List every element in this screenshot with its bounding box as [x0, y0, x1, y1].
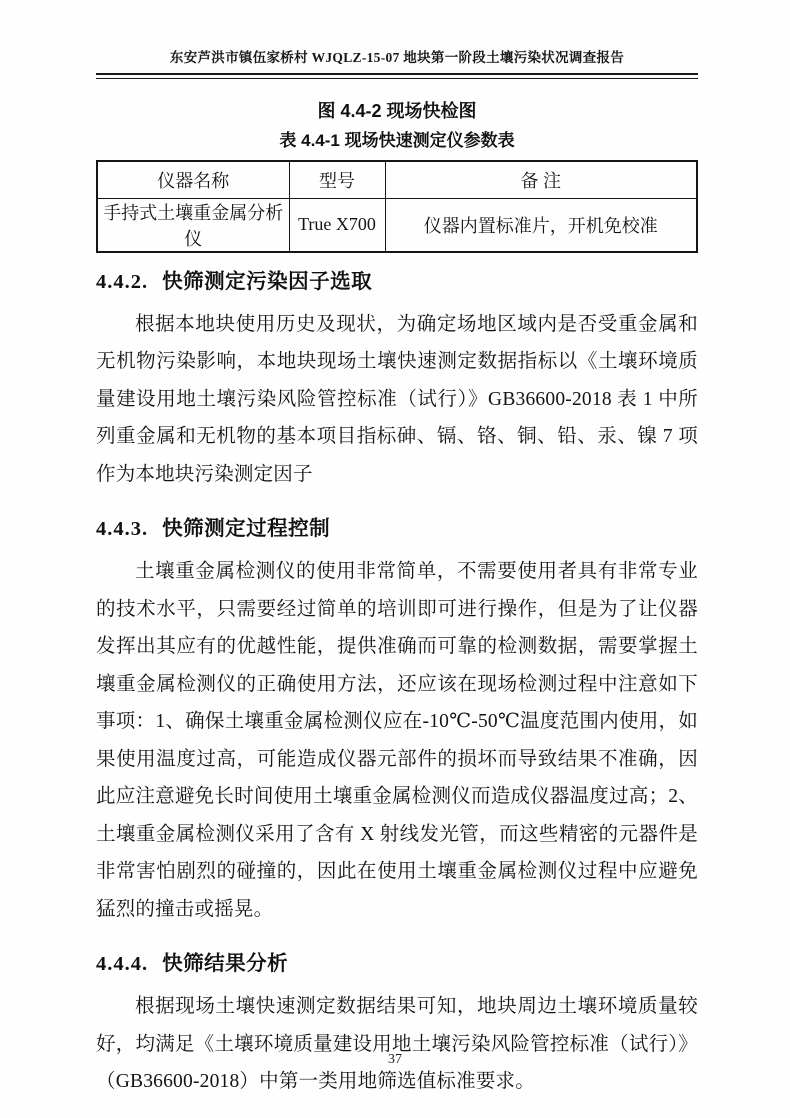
- column-header-instrument-name: 仪器名称: [97, 161, 289, 198]
- section-heading-4-4-2: [96, 268, 698, 298]
- section-heading-4-4-4: [96, 950, 698, 980]
- section-number: 4.4.4.: [96, 953, 149, 975]
- section-paragraph-4-4-2: 根据本地块使用历史及现状，为确定场地区域内是否受重金属和无机物污染影响，本地块现场土壤快速测定数据指标以《土壤环境质量建设用地土壤污染风险管控标准（试行）》GB36600-2018 表 1 中所列重金属和无机物的基本项目指标砷、镉、铬、铜、铅、汞、镍 7 项作为本地块污染测定因子: [96, 313, 698, 485]
- cell-model: True X700: [289, 198, 385, 252]
- cell-instrument-name: 手持式土壤重金属分析仪: [97, 198, 289, 252]
- table-header-row: [97, 161, 697, 198]
- figure-caption: 图 4.4-2 现场快检图: [317, 101, 477, 121]
- table-row: [97, 198, 697, 252]
- header-double-rule: [96, 73, 698, 79]
- page-number: 37: [388, 1052, 402, 1067]
- section-title: 快筛结果分析: [162, 952, 289, 975]
- section-number: 4.4.2.: [96, 270, 149, 293]
- section-paragraph-4-4-3: 土壤重金属检测仪的使用非常简单，不需要使用者具有非常专业的技术水平，只需要经过简单的培训即可进行操作，但是为了让仪器发挥出其应有的优越性能，提供准确而可靠的检测数据，需要掌握土壤重金属检测仪的正确使用方法，还应该在现场检测过程中注意如下事项：1、确保土壤重金属检测仪应在-10℃-50℃温度范围内使用，如果使用温度过高，可能造成仪器元部件的损坏而导致结果不准确，因此应注意避免长时间使用土壤重金属检测仪而造成仪器温度过高；2、土壤重金属检测仪采用了含有 X 射线发光管，而这些精密的元器件是非常害怕剧烈的碰撞的，因此在使用土壤重金属检测仪过程中应避免猛烈的撞击或摇晃。: [96, 561, 698, 920]
- column-header-model: 型号: [289, 161, 385, 198]
- section-paragraph-4-4-4: 根据现场土壤快速测定数据结果可知，地块周边土壤环境质量较好，均满足《土壤环境质量建设用地土壤污染风险管控标准（试行）》（GB36600-2018）中第一类用地筛选值标准要求。: [96, 996, 698, 1092]
- column-header-remark: 备 注: [385, 161, 697, 198]
- section-title: 快筛测定污染因子选取: [162, 269, 373, 293]
- section-title: 快筛测定过程控制: [162, 517, 331, 540]
- running-header-title: 东安芦洪市镇伍家桥村 WJQLZ-15-07 地块第一阶段土壤污染状况调查报告: [169, 50, 625, 65]
- parameters-table: [96, 160, 698, 253]
- cell-remark: 仪器内置标准片，开机免校准: [385, 198, 697, 252]
- section-number: 4.4.3.: [96, 518, 149, 540]
- section-heading-4-4-3: [96, 515, 698, 545]
- table-caption: 表 4.4-1 现场快速测定仪参数表: [279, 131, 515, 150]
